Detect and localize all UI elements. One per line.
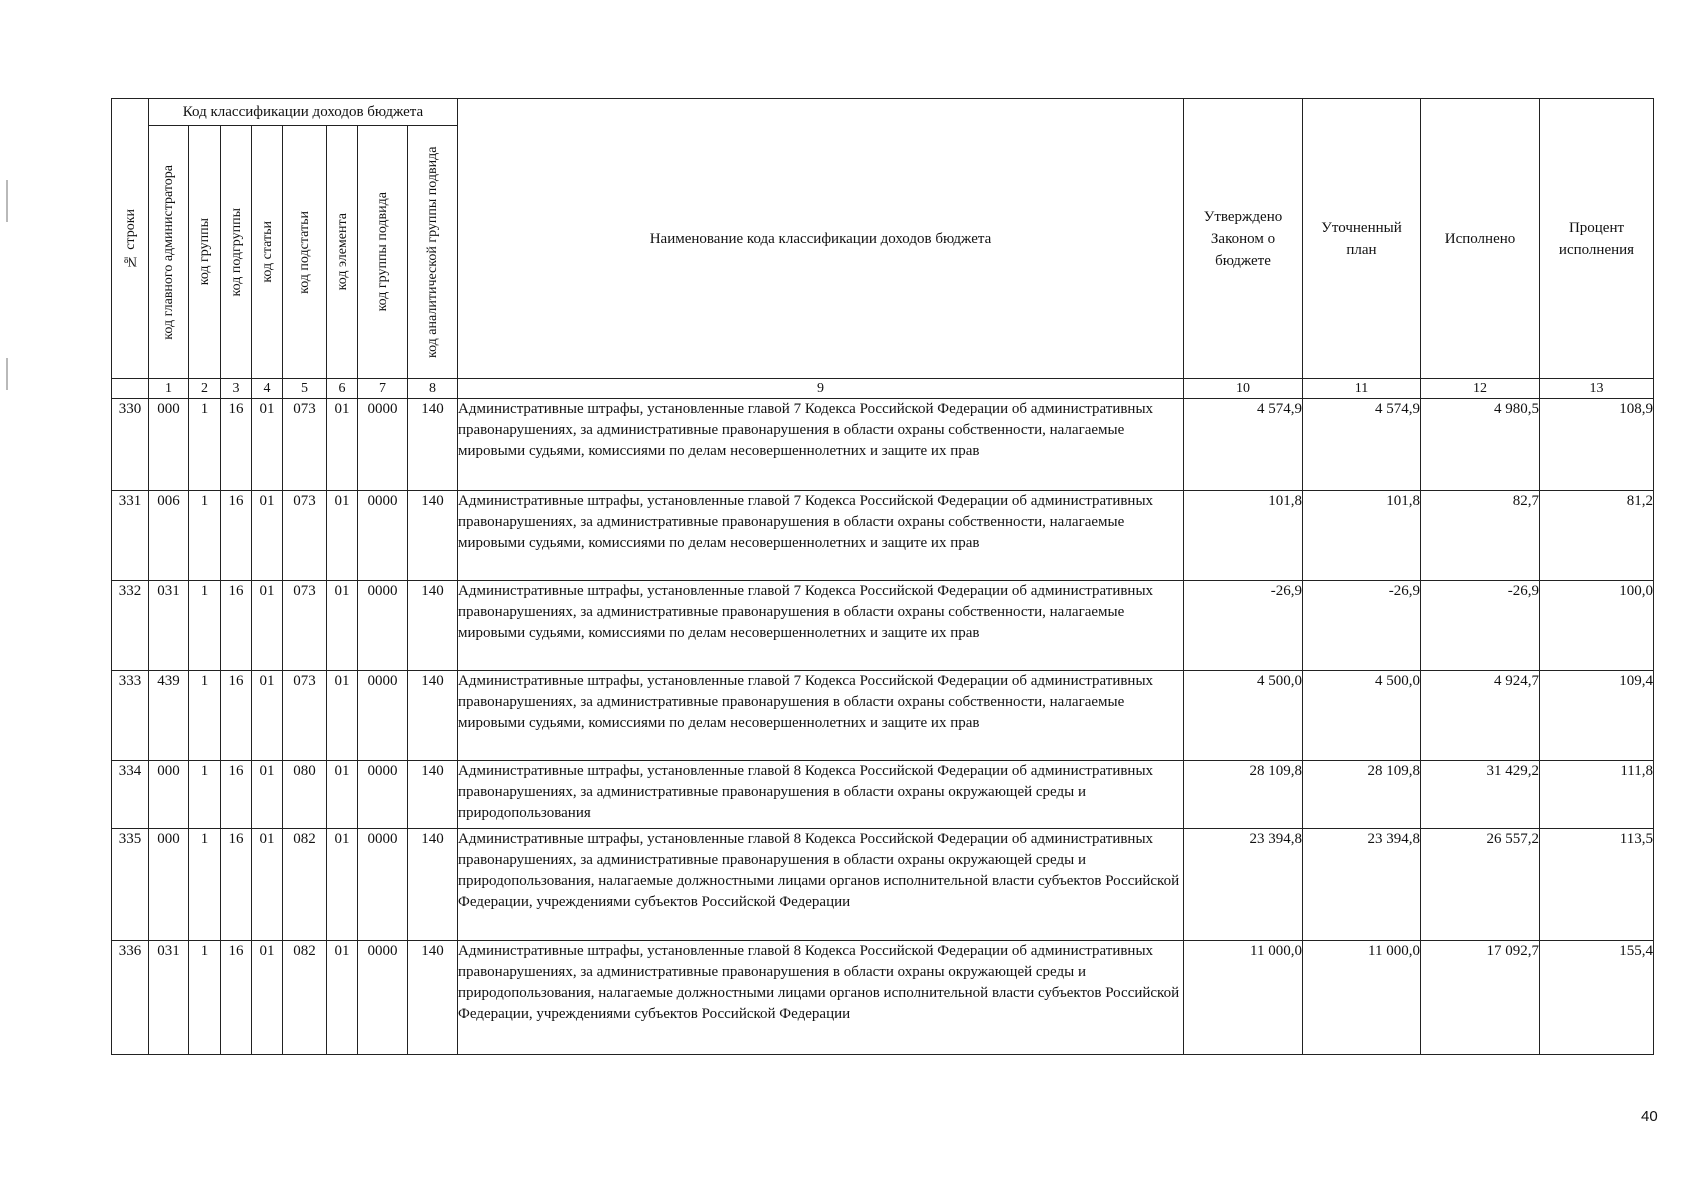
group-code: 1	[189, 581, 221, 671]
element-code: 01	[327, 941, 358, 1055]
row-number: 333	[112, 671, 149, 761]
admin-code: 000	[149, 399, 189, 491]
row-number: 330	[112, 399, 149, 491]
revised-value: 4 500,0	[1303, 671, 1421, 761]
executed-value: 4 980,5	[1421, 399, 1540, 491]
subarticle-code: 082	[283, 941, 327, 1055]
table-row	[112, 581, 1654, 671]
header-subtype-group-code: код группы подвида	[358, 126, 408, 379]
table-row	[112, 491, 1654, 581]
percent-value: 113,5	[1540, 829, 1654, 941]
subtype-group-code: 0000	[358, 671, 408, 761]
subgroup-code: 16	[221, 829, 252, 941]
column-number: 8	[408, 379, 458, 399]
approved-value: 11 000,0	[1184, 941, 1303, 1055]
element-code: 01	[327, 399, 358, 491]
percent-value: 155,4	[1540, 941, 1654, 1055]
approved-value: 4 574,9	[1184, 399, 1303, 491]
column-number: 12	[1421, 379, 1540, 399]
revised-value: 4 574,9	[1303, 399, 1421, 491]
percent-value: 81,2	[1540, 491, 1654, 581]
analytic-group-code: 140	[408, 671, 458, 761]
subtype-group-code: 0000	[358, 941, 408, 1055]
table-row	[112, 671, 1654, 761]
revised-value: 101,8	[1303, 491, 1421, 581]
income-code-name: Административные штрафы, установленные главой 8 Кодекса Российской Федерации об административных правонарушениях, за административные правонарушения в области охраны окружающей среды и природопользования, налагаемые должностными лицами органов исполнительной власти субъектов Российской Федерации, учреждениями субъектов Российской Федерации	[458, 829, 1184, 941]
header-code-group: Код классификации доходов бюджета	[149, 99, 458, 126]
column-number: 1	[149, 379, 189, 399]
analytic-group-code: 140	[408, 581, 458, 671]
revised-value: 11 000,0	[1303, 941, 1421, 1055]
group-code: 1	[189, 829, 221, 941]
income-code-name: Административные штрафы, установленные главой 7 Кодекса Российской Федерации об административных правонарушениях, за административные правонарушения в области охраны собственности, налагаемые мировыми судьями, комиссиями по делам несовершеннолетних и защите их прав	[458, 491, 1184, 581]
group-code: 1	[189, 941, 221, 1055]
element-code: 01	[327, 581, 358, 671]
subgroup-code: 16	[221, 491, 252, 581]
admin-code: 031	[149, 581, 189, 671]
income-code-name: Административные штрафы, установленные главой 8 Кодекса Российской Федерации об административных правонарушениях, за административные правонарушения в области охраны окружающей среды и природопользования	[458, 761, 1184, 829]
executed-value: 82,7	[1421, 491, 1540, 581]
row-number: 335	[112, 829, 149, 941]
percent-value: 100,0	[1540, 581, 1654, 671]
subtype-group-code: 0000	[358, 581, 408, 671]
header-executed: Исполнено	[1421, 99, 1540, 379]
row-number: 334	[112, 761, 149, 829]
approved-value: -26,9	[1184, 581, 1303, 671]
analytic-group-code: 140	[408, 761, 458, 829]
column-number: 5	[283, 379, 327, 399]
subgroup-code: 16	[221, 581, 252, 671]
group-code: 1	[189, 761, 221, 829]
article-code: 01	[252, 491, 283, 581]
column-number: 9	[458, 379, 1184, 399]
admin-code: 006	[149, 491, 189, 581]
column-number: 3	[221, 379, 252, 399]
left-margin-mark-bottom	[6, 358, 8, 390]
column-number: 11	[1303, 379, 1421, 399]
row-number: 332	[112, 581, 149, 671]
column-number: 10	[1184, 379, 1303, 399]
column-number	[112, 379, 149, 399]
header-analytic-group-code: код аналитической группы подвида	[408, 126, 458, 379]
subgroup-code: 16	[221, 761, 252, 829]
header-name: Наименование кода классификации доходов бюджета	[458, 99, 1184, 379]
subarticle-code: 073	[283, 671, 327, 761]
executed-value: 31 429,2	[1421, 761, 1540, 829]
income-code-name: Административные штрафы, установленные главой 7 Кодекса Российской Федерации об административных правонарушениях, за административные правонарушения в области охраны собственности, налагаемые мировыми судьями, комиссиями по делам несовершеннолетних и защите их прав	[458, 399, 1184, 491]
subarticle-code: 082	[283, 829, 327, 941]
row-number: 336	[112, 941, 149, 1055]
admin-code: 000	[149, 761, 189, 829]
header-admin-code: код главного администратора	[149, 126, 189, 379]
table-row	[112, 829, 1654, 941]
element-code: 01	[327, 761, 358, 829]
column-number: 4	[252, 379, 283, 399]
executed-value: -26,9	[1421, 581, 1540, 671]
column-number: 7	[358, 379, 408, 399]
subtype-group-code: 0000	[358, 399, 408, 491]
revised-value: -26,9	[1303, 581, 1421, 671]
element-code: 01	[327, 491, 358, 581]
table-row	[112, 399, 1654, 491]
header-subarticle-code: код подстатьи	[283, 126, 327, 379]
article-code: 01	[252, 671, 283, 761]
executed-value: 4 924,7	[1421, 671, 1540, 761]
subarticle-code: 073	[283, 491, 327, 581]
revised-value: 23 394,8	[1303, 829, 1421, 941]
analytic-group-code: 140	[408, 829, 458, 941]
element-code: 01	[327, 671, 358, 761]
analytic-group-code: 140	[408, 941, 458, 1055]
approved-value: 4 500,0	[1184, 671, 1303, 761]
column-numbers-row	[112, 379, 1654, 399]
revenue-execution-table	[111, 98, 1654, 1055]
subarticle-code: 073	[283, 581, 327, 671]
header-group-code: код группы	[189, 126, 221, 379]
header-revised: Уточненный план	[1303, 99, 1421, 379]
analytic-group-code: 140	[408, 491, 458, 581]
article-code: 01	[252, 829, 283, 941]
admin-code: 439	[149, 671, 189, 761]
analytic-group-code: 140	[408, 399, 458, 491]
header-subgroup-code: код подгруппы	[221, 126, 252, 379]
income-code-name: Административные штрафы, установленные главой 7 Кодекса Российской Федерации об административных правонарушениях, за административные правонарушения в области охраны собственности, налагаемые мировыми судьями, комиссиями по делам несовершеннолетних и защите их прав	[458, 671, 1184, 761]
subgroup-code: 16	[221, 941, 252, 1055]
subgroup-code: 16	[221, 671, 252, 761]
subarticle-code: 080	[283, 761, 327, 829]
approved-value: 23 394,8	[1184, 829, 1303, 941]
subarticle-code: 073	[283, 399, 327, 491]
subtype-group-code: 0000	[358, 829, 408, 941]
article-code: 01	[252, 399, 283, 491]
subtype-group-code: 0000	[358, 761, 408, 829]
article-code: 01	[252, 761, 283, 829]
subtype-group-code: 0000	[358, 491, 408, 581]
page-number: 40	[1641, 1108, 1658, 1125]
admin-code: 031	[149, 941, 189, 1055]
column-number: 6	[327, 379, 358, 399]
header-article-code: код статьи	[252, 126, 283, 379]
percent-value: 109,4	[1540, 671, 1654, 761]
element-code: 01	[327, 829, 358, 941]
group-code: 1	[189, 671, 221, 761]
income-code-name: Административные штрафы, установленные главой 8 Кодекса Российской Федерации об административных правонарушениях, за административные правонарушения в области охраны окружающей среды и природопользования, налагаемые должностными лицами органов исполнительной власти субъектов Российской Федерации, учреждениями субъектов Российской Федерации	[458, 941, 1184, 1055]
left-margin-mark-top	[6, 180, 8, 222]
revised-value: 28 109,8	[1303, 761, 1421, 829]
percent-value: 111,8	[1540, 761, 1654, 829]
column-number: 13	[1540, 379, 1654, 399]
percent-value: 108,9	[1540, 399, 1654, 491]
header-approved: Утверждено Законом о бюджете	[1184, 99, 1303, 379]
income-code-name: Административные штрафы, установленные главой 7 Кодекса Российской Федерации об административных правонарушениях, за административные правонарушения в области охраны собственности, налагаемые мировыми судьями, комиссиями по делам несовершеннолетних и защите их прав	[458, 581, 1184, 671]
header-element-code: код элемента	[327, 126, 358, 379]
group-code: 1	[189, 491, 221, 581]
article-code: 01	[252, 941, 283, 1055]
row-number: 331	[112, 491, 149, 581]
header-row-number: № строки	[112, 99, 149, 379]
table-row	[112, 761, 1654, 829]
executed-value: 26 557,2	[1421, 829, 1540, 941]
header-percent: Процент исполнения	[1540, 99, 1654, 379]
column-number: 2	[189, 379, 221, 399]
approved-value: 101,8	[1184, 491, 1303, 581]
table-row	[112, 941, 1654, 1055]
admin-code: 000	[149, 829, 189, 941]
group-code: 1	[189, 399, 221, 491]
subgroup-code: 16	[221, 399, 252, 491]
approved-value: 28 109,8	[1184, 761, 1303, 829]
article-code: 01	[252, 581, 283, 671]
executed-value: 17 092,7	[1421, 941, 1540, 1055]
